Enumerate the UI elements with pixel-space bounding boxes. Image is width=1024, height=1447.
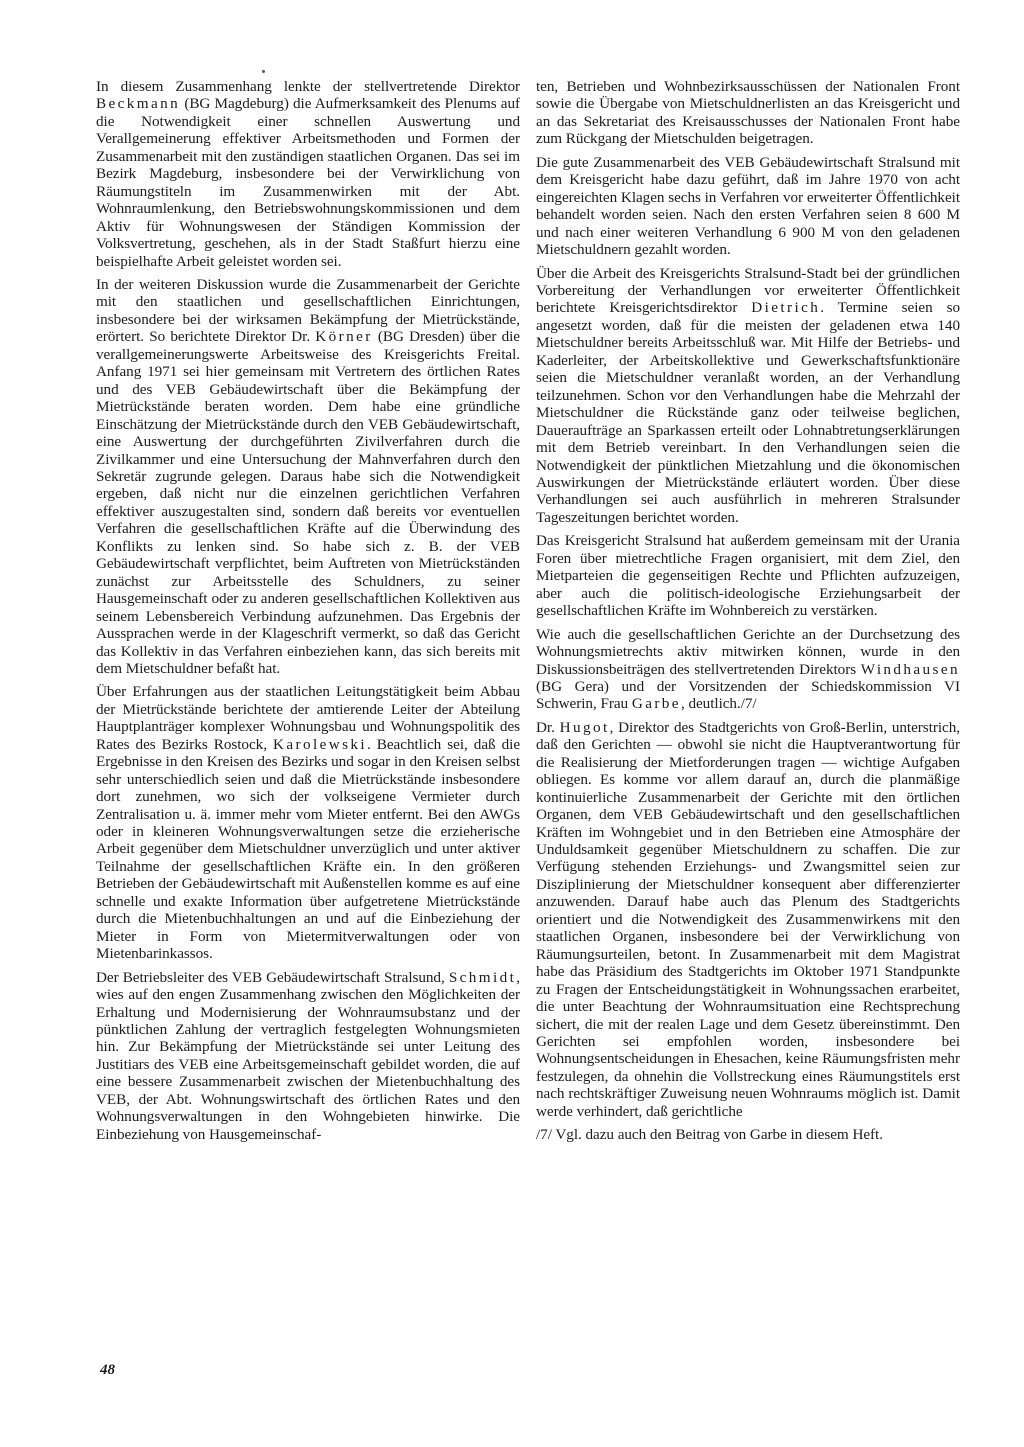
paragraph: Der Betriebsleiter des VEB Gebäudewirtschaft Stralsund, Schmidt, wies auf den engen Zusammenhang zwischen den Möglichkeiten der Erhaltung und Modernisierung der Wohnraumsubstanz und der pünktlichen Zahlung der vertraglich festgelegten Wohnungsmieten hin. Zur Bekämpfung der Mietrückstände sei unter Leitung des Justitiars des VEB eine Arbeitsgemeinschaft gebildet worden, die auf eine bessere Zusammenarbeit zwischen der Mietenbuchhaltung des VEB, der Abt. Wohnungswirtschaft des örtlichen Rates und den Wohnungsverwaltungen in den Wohngebieten hinwirke. Die Einbeziehung von Hausgemeinschaf- <box>96 968 520 1143</box>
person-name: Körner <box>315 328 373 346</box>
person-name: Hugot <box>559 718 610 736</box>
paragraph: Wie auch die gesellschaftlichen Gerichte an der Durchsetzung des Wohnungsmietrechts aktiv mitwirken können, wurde in den Diskussionsbeiträgen des stellvertretenden Direktors Windhausen (BG Gera) und der Vorsitzenden der Schiedskommission VI Schwerin, Frau Garbe, deutlich./7/ <box>536 625 960 713</box>
paragraph: Das Kreisgericht Stralsund hat außerdem gemeinsam mit der Urania Foren über mietrechtliche Fragen organisiert, mit dem Ziel, den Mietparteien die gegenseitigen Rechte und Pflichten aufzuzeigen, aber auch die politisch-ideologische Erziehungsarbeit der gesellschaftlichen Kräfte im Wohnbereich zu verstärken. <box>536 532 960 620</box>
person-name: Karolewski <box>272 735 367 753</box>
person-name: Garbe <box>631 695 681 713</box>
person-name: Schmidt <box>448 968 517 986</box>
paragraph: Über Erfahrungen aus der staatlichen Leitungstätigkeit beim Abbau der Mietrückstände berichtete der amtierende Leiter der Abteilung Hauptplanträger komplexer Wohnungsbau und Wohnungspolitik des Rates des Bezirks Rostock, Karolewski. Beachtlich sei, daß die Ergebnisse in den Kreisen des Bezirks und sogar in den Kreisen selbst sehr unterschiedlich seien und daß die Mietrückstände insbesondere dort zunehmen, wo sich der volkseigene Vermieter durch Zentralisation u. ä. immer mehr vom Mieter entfernt. Bei den AWGs oder in kleineren Wohnungsverwaltungen setze die erzieherische Arbeit gegenüber dem Mietschuldner unverzüglich und unter aktiver Teilnahme der gesellschaftlichen Kräfte ein. In den größeren Betrieben der Gebäudewirtschaft mit Außenstellen komme es auf eine schnelle und exakte Information über aufgetretene Mietrückstände durch die Mietenbuchhaltungen an und auf die Einbeziehung der Mieter in Form von Mietermitverwaltungen oder von Mietenbarinkassos. <box>96 683 521 963</box>
paragraph: In der weiteren Diskussion wurde die Zusammenarbeit der Gerichte mit den staatlichen und gesellschaftlichen Einrichtungen, insbesondere bei der wirksamen Bekämpfung der Mietrückstände, erörtert. So berichtete Direktor Dr. Körner (BG Dresden) über die verallgemeinerungswerte Arbeitsweise des Kreisgerichts Freital. Anfang 1971 sei hier gemeinsam mit Vertretern des örtlichen Rates und des VEB Gebäudewirtschaft über die Bekämpfung der Mietrückstände beraten worden. Dem habe eine gründliche Einschätzung der Mietrückstände durch den VEB Gebäudewirtschaft, eine Auswertung der durchgeführten Zivilverfahren durch die Zivilkammer und eine Untersuchung der Mahnverfahren durch den Sekretär zugrunde gelegen. Daraus habe sich die Notwendigkeit ergeben, daß nicht nur die einzelnen gerichtlichen Verfahren effektiver auszugestalten sind, sondern daß bereits vor eventuellen Verfahren die gesellschaftlichen Kräfte auf die Überwindung des Konflikts zu lenken sind. So habe sich z. B. der VEB Gebäudewirtschaft verpflichtet, beim Auftreten von Mietrückständen zunächst zur Arbeitsstelle des Schuldners, zu seiner Hausgemeinschaft oder zu anderen gesellschaftlichen Kollektiven aus seinem Lebensbereich Verbindung aufzunehmen. Das Ergebnis der Aussprachen werde in der Klageschrift vermerkt, so daß das Gericht das Kollektiv in das Verfahren einbeziehen kann, das sich bereits mit dem Mietschuldner befaßt hat. <box>96 275 520 677</box>
right-column <box>536 78 960 1150</box>
footnote: /7/ Vgl. dazu auch den Beitrag von Garbe in diesem Heft. <box>536 1126 883 1144</box>
paragraph: In diesem Zusammenhang lenkte der stellvertretende Direktor Beckmann (BG Magdeburg) die Aufmerksamkeit des Plenums auf die Notwendigkeit einer schnellen Auswertung und Verallgemeinerung effektiver Arbeitsmethoden und Formen der Zusammenarbeit mit den zuständigen staatlichen Organen. Das sei im Bezirk Magdeburg, insbesondere bei der Verwirklichung von Räumungstiteln im Zusammenwirken mit der Abt. Wohnraumlenkung, den Betriebswohnungskommissionen und dem Aktiv für Wohnungswesen der Ständigen Kommission der Volksvertretung, geschehen, als in der Stadt Staßfurt hierzu eine beispielhafte Arbeit geleistet worden sei. <box>96 78 520 270</box>
person-name: Windhausen <box>860 660 960 678</box>
paragraph: Dr. Hugot, Direktor des Stadtgerichts von Groß-Berlin, unterstrich, daß den Gerichten — obwohl sie nicht die Hauptverantwortung für die Realisierung der Mietforderungen tragen — wichtige Aufgaben obliegen. Es komme vor allem darauf an, durch die planmäßige kontinuierliche Zusammenarbeit der Gerichte mit den örtlichen Organen, dem VEB Gebäudewirtschaft und den gesellschaftlichen Kräften im Wohngebiet und in den Betrieben eine Atmosphäre der Unduldsamkeit gegenüber Mietschuldnern zu schaffen. Die zur Verfügung stehenden Erziehungs- und Zwangsmittel seien zur Disziplinierung der Mietschuldner konsequent aber differenzierter anzuwenden. Darauf habe auch das Plenum des Stadtgerichts orientiert und die Notwendigkeit des Zusammenwirkens mit den staatlichen Organen, insbesondere bei der Verwirklichung von Räumungsurteilen, betont. In Zusammenarbeit mit dem Magistrat habe das Präsidium des Stadtgerichts im Oktober 1971 Standpunkte zu Fragen der Entscheidungstätigkeit in Wohnungssachen erarbeitet, die unter Beachtung der Wohnraumsituation eine Rechtsprechung sichert, die mit der realen Lage und dem Gesetz übereinstimmt. Den Gerichten sei empfohlen worden, insbesondere bei Wohnungsentscheidungen in Ehesachen, keine Räumungsfristen mehr festzulegen, da ohnehin die Vollstreckung eines Räumungstitels erst nach rechtskräftiger Zuweisung neuen Wohnraums möglich ist. Damit werde verhindert, daß gerichtliche <box>536 718 960 1120</box>
paragraph: Über die Arbeit des Kreisgerichts Stralsund-Stadt bei der gründlichen Vorbereitung der Verhandlungen vor erweiterter Öffentlichkeit berichtete Kreisgerichtsdirektor Dietrich. Termine seien so angesetzt worden, daß für die meisten der geladenen etwa 140 Mietschuldner bereits Arbeitsschluß war. Mit Hilfe der Betriebs- und Kaderleiter, der Arbeitskollektive und Gewerkschaftsfunktionäre seien die Mietschuldner veranlaßt worden, an der Verhandlung teilzunehmen. Schon vor den Verhandlungen habe die Mehrzahl der Mietschuldner die Rückstände ganz oder teilweise beglichen, Daueraufträge an Sparkassen erteilt oder Lohnabtretungserklärungen mit dem Betrieb vereinbart. In den Verhandlungen seien die Notwendigkeit der pünktlichen Mietzahlung und die ökonomischen Auswirkungen der Mietrückstände erläutert worden. Über diese Verhandlungen sei auch ausführlich in mehreren Stralsunder Tageszeitungen berichtet worden. <box>536 264 960 526</box>
page-number: 48 <box>100 1362 115 1378</box>
left-column <box>96 78 520 1149</box>
paragraph: Die gute Zusammenarbeit des VEB Gebäudewirtschaft Stralsund mit dem Kreisgericht habe dazu geführt, daß im Jahre 1970 von acht eingereichten Klagen sechs in Verfahren vor erweiterter Öffentlichkeit behandelt worden seien. Nach den ersten Verfahren seien 8 600 M und nach einer weiteren Verhandlung 6 900 M von den geladenen Mietschuldnern gezahlt worden. <box>536 153 960 259</box>
person-name: Dietrich <box>751 299 821 317</box>
paragraph: ten, Betrieben und Wohnbezirksausschüssen der Nationalen Front sowie die Übergabe von Mietschuldnerlisten an das Kreisgericht und an das Sekretariat des Kreisausschusses der Nationalen Front habe zum Rückgang der Mietschulden beigetragen. <box>536 78 960 148</box>
scan-speck <box>262 70 265 73</box>
person-name: Beckmann <box>96 95 181 113</box>
